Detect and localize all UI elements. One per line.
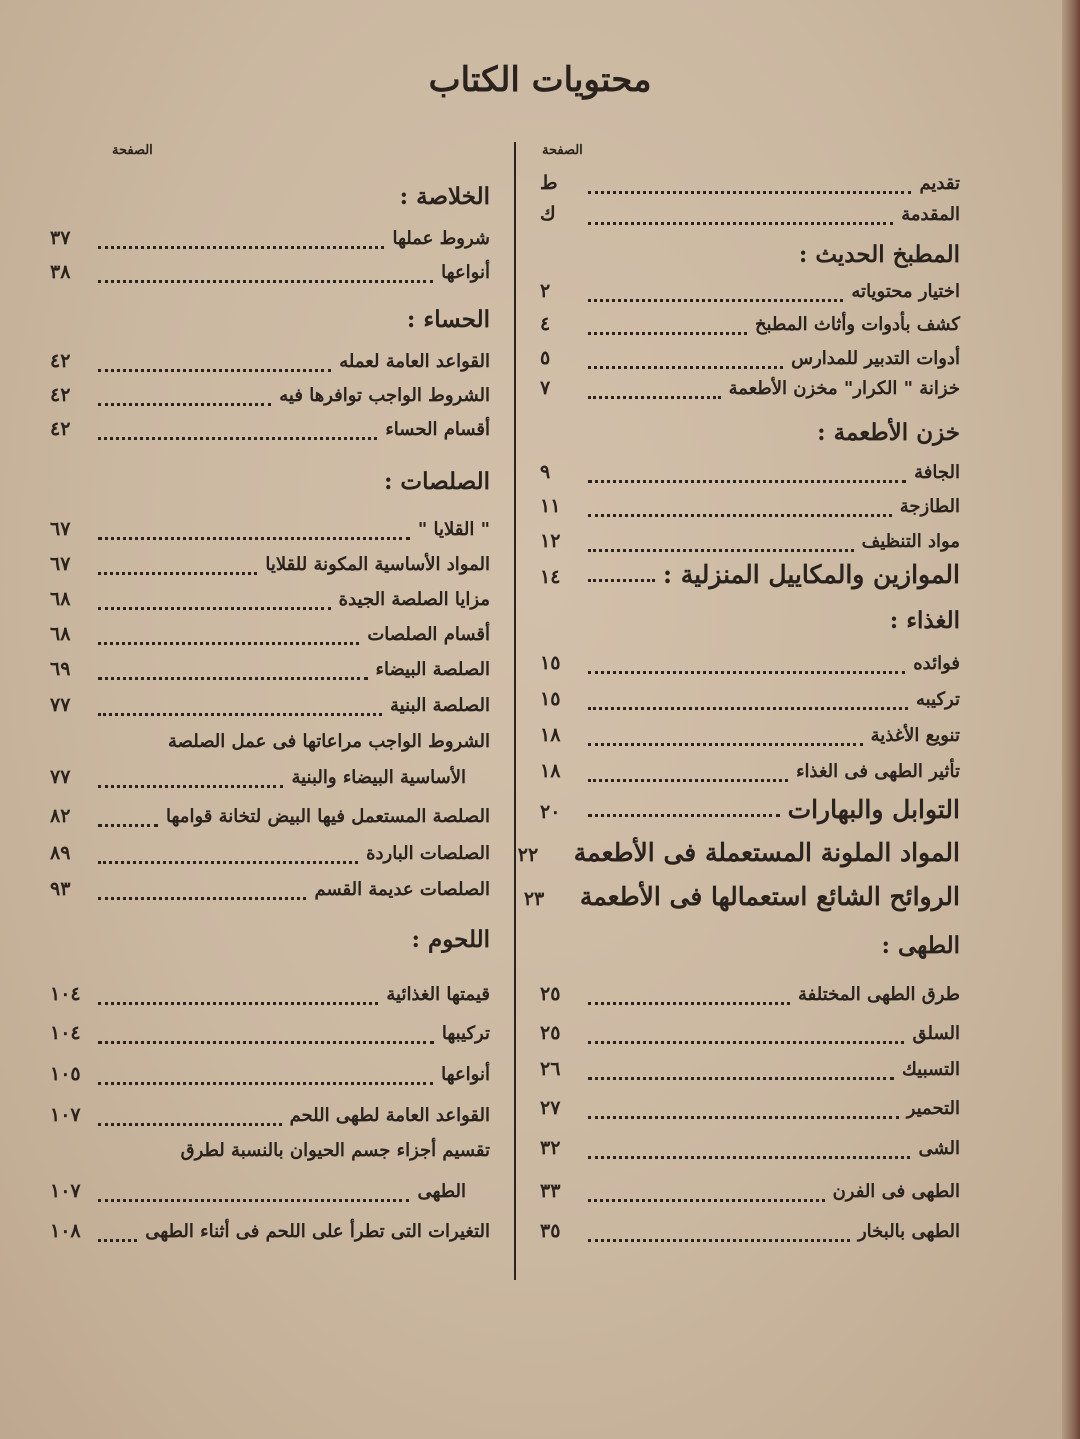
toc-entry-label: التسبيك [901, 1059, 960, 1080]
toc-entry [50, 588, 490, 618]
toc-entry [50, 1022, 490, 1052]
toc-page-number: ٦٧ [50, 518, 71, 540]
toc-page-number: ٨٢ [50, 805, 71, 827]
toc-leader-dots [98, 814, 158, 827]
toc-entry-label: أنواعها [441, 1064, 490, 1085]
toc-entry [50, 1180, 490, 1210]
toc-leader-dots [588, 1189, 825, 1202]
toc-entry-label: الصلصة البنية [389, 695, 490, 716]
toc-entry-label: تنويع الأغذية [870, 725, 960, 746]
toc-entry-label: شروط عملها [392, 228, 490, 249]
toc-page-number: ٢٢ [517, 844, 539, 866]
toc-page-number: ٣٧ [50, 227, 71, 249]
toc-leader-dots [98, 1229, 137, 1242]
toc-entry [540, 652, 960, 682]
column-divider [514, 142, 516, 1280]
toc-page-number: ٤٢ [50, 350, 71, 372]
toc-entry-label: أقسام الحساء [385, 419, 490, 440]
toc-leader-dots [588, 733, 863, 746]
toc-entry [50, 518, 490, 548]
toc-leader-dots [588, 1106, 899, 1119]
toc-page-number: ١٠٧ [50, 1180, 81, 1202]
toc-entry [50, 623, 490, 653]
toc-page-number: ٦٨ [50, 623, 71, 645]
toc-entry-label: القواعد العامة لطهى اللحم [289, 1105, 490, 1126]
toc-entry [540, 203, 960, 233]
toc-section-heading: خزن الأطعمة : [817, 419, 960, 446]
toc-entry-label: تقسيم أجزاء جسم الحيوان بالنسبة لطرق [180, 1140, 490, 1161]
toc-entry-label: كشف بأدوات وأثاث المطبخ [754, 314, 960, 335]
toc-page-number: ٢٧ [540, 1097, 561, 1119]
toc-entry [523, 882, 960, 912]
toc-entry-label: قيمتها الغذائية [386, 984, 490, 1005]
toc-entry-label: الموازين والمكاييل المنزلية : [662, 560, 960, 589]
toc-entry-label: أدوات التدبير للمدارس [791, 348, 960, 369]
toc-page-number: ٩ [540, 461, 551, 483]
toc-entry-label: المقدمة [901, 204, 960, 225]
toc-entry-label: " القلايا " [417, 519, 490, 540]
toc-entry [50, 878, 490, 908]
toc-entry [540, 530, 960, 560]
toc-page-number: ٤ [540, 313, 551, 335]
toc-page-number: ٥ [540, 347, 551, 369]
toc-entry [517, 838, 960, 868]
toc-leader-dots [98, 1072, 433, 1085]
toc-entry-label: طرق الطهى المختلفة [798, 984, 960, 1005]
toc-entry [540, 1137, 960, 1167]
toc-entry [540, 795, 960, 825]
toc-page-number: ٤٢ [50, 384, 71, 406]
toc-entry-label: القواعد العامة لعمله [339, 351, 490, 372]
toc-leader-dots [588, 1067, 894, 1080]
toc-entry [50, 983, 490, 1013]
toc-entry-label: مواد التنظيف [861, 531, 960, 552]
toc-leader-dots [98, 270, 433, 283]
toc-entry [50, 842, 490, 872]
toc-entry-label: اختيار محتوياته [851, 281, 960, 302]
toc-entry [50, 261, 490, 291]
toc-section-heading: الصلصات : [383, 468, 490, 495]
toc-entry-label: التغيرات التى تطرأ على اللحم فى أثناء الطهى [145, 1221, 490, 1242]
toc-leader-dots [98, 427, 377, 440]
toc-entry [50, 694, 490, 724]
toc-entry [540, 377, 960, 407]
right-column-page-header: الصفحة [542, 143, 583, 158]
toc-section-heading: الغذاء : [889, 607, 960, 634]
toc-entry-label: فوائده [913, 653, 960, 674]
toc-leader-dots [588, 804, 780, 817]
toc-leader-dots [588, 386, 721, 399]
toc-leader-dots [98, 887, 306, 900]
toc-entry-label: تأثير الطهى فى الغذاء [796, 761, 960, 782]
toc-entry-label: الشى [918, 1138, 960, 1159]
toc-page-number: ١٠٨ [50, 1220, 81, 1242]
toc-leader-dots [588, 1229, 850, 1242]
toc-entry [50, 805, 490, 835]
toc-entry-label: الطهى بالبخار [857, 1221, 960, 1242]
toc-entry-label: الصلصات عديمة القسم [314, 879, 490, 900]
toc-entry-label: الصلصة البيضاء [375, 659, 490, 680]
toc-page-number: ١٤ [540, 566, 561, 588]
toc-leader-dots [98, 597, 331, 610]
left-column-page-header: الصفحة [112, 143, 153, 158]
toc-entry [540, 172, 960, 202]
toc-entry [540, 1097, 960, 1127]
toc-entry-label: المواد الأساسية المكونة للقلايا [265, 554, 490, 575]
toc-leader-dots [588, 539, 854, 552]
toc-entry [50, 227, 490, 257]
toc-entry [540, 1022, 960, 1052]
toc-entry [50, 418, 490, 448]
toc-entry-label: تركيبها [441, 1023, 490, 1044]
toc-entry-label: الطهى [417, 1181, 466, 1202]
toc-leader-dots [98, 1189, 409, 1202]
toc-entry-label: مزايا الصلصة الجيدة [338, 589, 490, 610]
toc-leader-dots [98, 393, 271, 406]
toc-page-number: ٣٣ [540, 1180, 561, 1202]
toc-page-number: ٢٣ [523, 888, 545, 910]
toc-entry [50, 1220, 490, 1250]
toc-leader-dots [588, 569, 655, 582]
toc-entry-label: الشروط الواجب مراعاتها فى عمل الصلصة [167, 731, 490, 752]
toc-entry [50, 766, 490, 796]
toc-entry-label: الصلصة المستعمل فيها البيض لتخانة قوامها [166, 806, 490, 827]
toc-leader-dots [98, 851, 358, 864]
toc-page-number: ١٠٧ [50, 1104, 81, 1126]
toc-leader-dots [98, 992, 378, 1005]
toc-page-number: ٢٦ [540, 1058, 561, 1080]
toc-entry-label: السلق [912, 1023, 960, 1044]
toc-page-number: ٦٧ [50, 553, 71, 575]
toc-page-number: ١٠٥ [50, 1063, 81, 1085]
toc-entry [540, 461, 960, 491]
toc-entry-label: الصلصات الباردة [366, 843, 490, 864]
toc-section-heading: المطبخ الحديث : [798, 241, 960, 268]
toc-leader-dots [588, 992, 790, 1005]
toc-entry [540, 724, 960, 754]
toc-page-number: ١٥ [540, 688, 561, 710]
toc-leader-dots [588, 356, 783, 369]
toc-page-number: ط [540, 172, 558, 194]
toc-entry [540, 983, 960, 1013]
toc-entry [50, 350, 490, 380]
toc-page-number: ٣٨ [50, 261, 71, 283]
toc-entry-label: الطهى فى الفرن [832, 1181, 960, 1202]
toc-page-number: ٢٠ [540, 801, 561, 823]
book-spine-edge [1062, 0, 1080, 1439]
toc-leader-dots [98, 632, 359, 645]
toc-entry [540, 760, 960, 790]
toc-entry-label: تقديم [919, 173, 960, 194]
toc-leader-dots [588, 769, 788, 782]
toc-leader-dots [588, 661, 905, 674]
toc-entry [540, 313, 960, 343]
toc-entry [50, 1104, 490, 1134]
toc-entry-label: التحمير [906, 1098, 960, 1119]
toc-section-heading: الحساء : [406, 306, 490, 333]
toc-entry-label: أقسام الصلصات [367, 624, 490, 645]
toc-entry-label: الروائح الشائع استعمالها فى الأطعمة [579, 882, 960, 911]
toc-entry-label: المواد الملونة المستعملة فى الأطعمة [573, 838, 960, 867]
toc-leader-dots [588, 1146, 910, 1159]
toc-entry [50, 1063, 490, 1093]
toc-entry [540, 495, 960, 525]
toc-leader-dots [588, 1031, 904, 1044]
toc-page-number: ١٠٤ [50, 983, 81, 1005]
toc-entry-label: تركيبه [915, 689, 960, 710]
toc-entry-label: الطازجة [899, 496, 960, 517]
toc-leader-dots [588, 470, 906, 483]
toc-page-number: ٧ [540, 377, 551, 399]
toc-page-number: ١٨ [540, 724, 561, 746]
toc-page-number: ٤٢ [50, 418, 71, 440]
toc-entry [540, 1058, 960, 1088]
toc-entry [540, 1180, 960, 1210]
toc-page-number: ١٢ [540, 530, 561, 552]
toc-page-number: ٨٩ [50, 842, 71, 864]
toc-entry [50, 553, 490, 583]
toc-entry-label: خزانة " الكرار" مخزن الأطعمة [728, 378, 960, 399]
toc-entry [540, 688, 960, 718]
toc-leader-dots [98, 236, 384, 249]
toc-leader-dots [98, 703, 382, 716]
toc-section-heading: الخلاصة : [399, 183, 490, 210]
toc-entry [50, 731, 490, 761]
toc-page-number: ٧٧ [50, 766, 71, 788]
toc-page-number: ٦٩ [50, 658, 71, 680]
toc-leader-dots [588, 212, 893, 225]
toc-entry-label: الشروط الواجب توافرها فيه [279, 385, 490, 406]
toc-leader-dots [98, 775, 283, 788]
toc-entry-label: الجافة [914, 462, 960, 483]
toc-entry-label: التوابل والبهارات [787, 795, 960, 824]
toc-leader-dots [98, 562, 257, 575]
toc-page-number: ٣٥ [540, 1220, 561, 1242]
toc-page-number: ١٨ [540, 760, 561, 782]
toc-leader-dots [98, 359, 331, 372]
toc-entry [540, 1220, 960, 1250]
toc-leader-dots [98, 527, 410, 540]
toc-leader-dots [98, 667, 368, 680]
page-title: محتويات الكتاب [428, 60, 652, 100]
toc-page-number: ٢٥ [540, 1022, 561, 1044]
toc-entry [50, 658, 490, 688]
toc-page-number: ١٥ [540, 652, 561, 674]
toc-entry [540, 280, 960, 310]
toc-page-number: ٢٥ [540, 983, 561, 1005]
toc-entry-label: الأساسية البيضاء والبنية [291, 767, 466, 788]
toc-entry [50, 384, 490, 414]
toc-page-number: ١١ [540, 495, 561, 517]
toc-entry-label: أنواعها [441, 262, 490, 283]
toc-page-number: ١٠٤ [50, 1022, 81, 1044]
toc-page-number: ٢ [540, 280, 551, 302]
toc-leader-dots [588, 322, 747, 335]
toc-leader-dots [588, 289, 843, 302]
toc-page-number: ٩٣ [50, 878, 71, 900]
toc-page-number: ك [540, 203, 556, 225]
toc-entry [540, 560, 960, 590]
toc-page-number: ٦٨ [50, 588, 71, 610]
toc-page-number: ٧٧ [50, 694, 71, 716]
toc-leader-dots [98, 1113, 282, 1126]
toc-leader-dots [588, 504, 892, 517]
toc-leader-dots [588, 181, 911, 194]
toc-entry [540, 347, 960, 377]
toc-page-number: ٣٢ [540, 1137, 561, 1159]
toc-section-heading: اللحوم : [411, 926, 490, 953]
toc-leader-dots [588, 697, 908, 710]
toc-entry [50, 1140, 490, 1170]
toc-section-heading: الطهى : [881, 932, 960, 959]
toc-leader-dots [98, 1031, 434, 1044]
